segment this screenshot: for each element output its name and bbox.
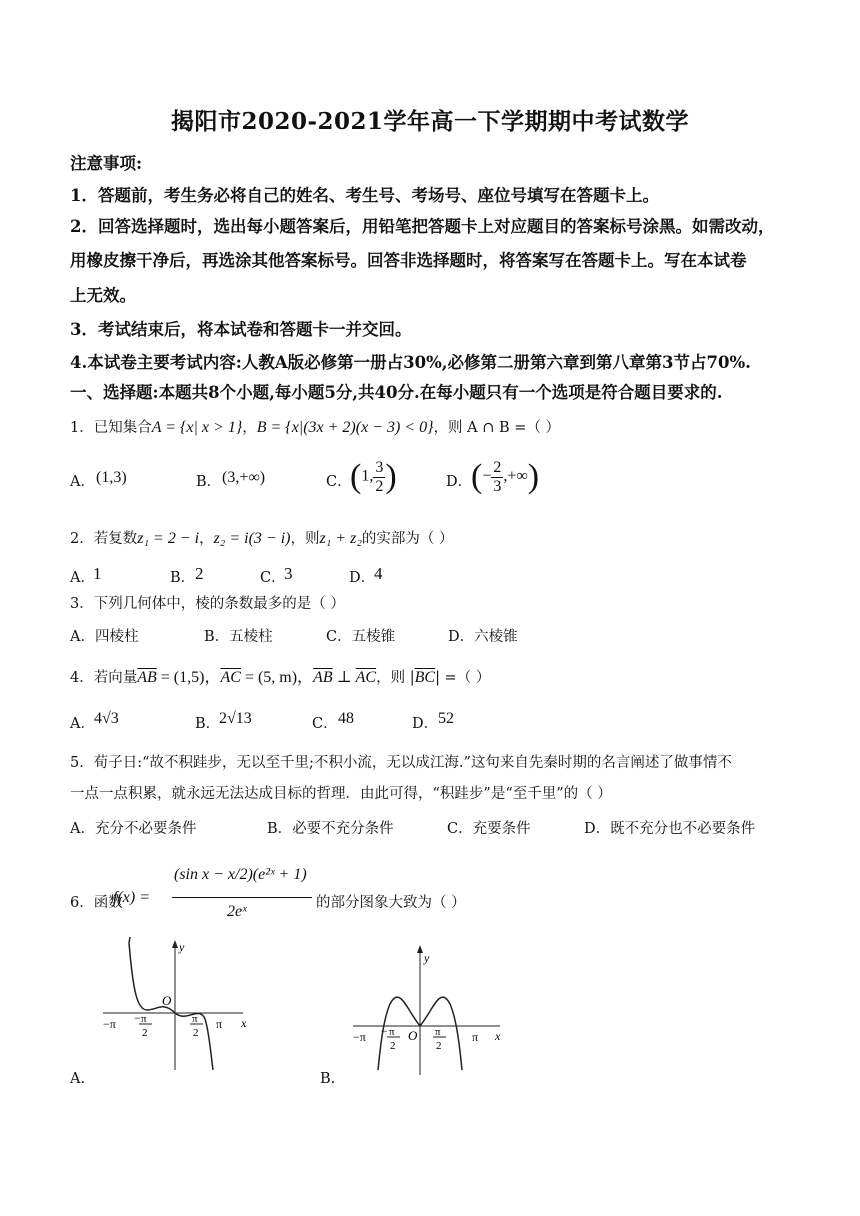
q2-option-b: 2 [195, 564, 204, 583]
q1-option-d-label: D． [446, 474, 473, 490]
question-5-line-2: 一点一点积累，就永远无法达成目标的哲理．由此可得，“积跬步”是“至千里”的（ ） [70, 786, 612, 802]
q3-option-c: C．五棱锥 [326, 629, 396, 645]
q5-option-a: A．充分不必要条件 [70, 821, 197, 837]
q3-option-b: B．五棱柱 [204, 629, 273, 645]
svg-text:x: x [241, 1016, 247, 1030]
q1-option-a: (1,3) [96, 469, 127, 486]
svg-text:π: π [141, 1013, 147, 1025]
notice-item-2-line-1: 2．回答选择题时，选出每小题答案后，用铅笔把答题卡上对应题目的答案标号涂黑。如需改动， [70, 217, 775, 236]
q1-suffix: ，则 A ∩ B =（ ） [433, 420, 560, 436]
q1-sep: ， [242, 420, 257, 436]
q4-vector-ab: $\overline{AB}$ [137, 669, 157, 686]
svg-text:2: 2 [193, 1027, 199, 1039]
notice-item-4: 4.本试卷主要考试内容:人教A版必修第一册占30%,必修第二册第六章到第八章第3节占70%. [70, 353, 751, 372]
q2-sum: z₁ + z₂ [319, 530, 362, 547]
svg-text:O: O [408, 1028, 418, 1043]
section-heading: 一、选择题:本题共8个小题,每小题5分,共40分.在每小题只有一个选项是符合题目要求的. [70, 383, 723, 402]
svg-text:π: π [472, 1030, 479, 1044]
q4-option-c: 48 [338, 710, 354, 727]
q4-vector-bc: $\overline{BC}$ [414, 669, 436, 686]
graph-a-label: A. [70, 1071, 86, 1087]
q5-option-c: C．充要条件 [447, 821, 531, 837]
q2-z2: z₂ = i(3 − i) [213, 530, 291, 547]
svg-text:−: − [134, 1011, 141, 1025]
q4-option-d: 52 [438, 710, 454, 727]
q4-option-b: 2√13 [219, 710, 252, 727]
question-1 [70, 416, 560, 437]
svg-text:x: x [495, 1029, 501, 1043]
q2-option-a: 1 [93, 564, 102, 583]
q1-option-a-label: A． [70, 474, 95, 490]
notice-heading: 注意事项: [70, 154, 143, 173]
svg-text:π: π [389, 1026, 395, 1038]
svg-text:−π: −π [103, 1017, 116, 1031]
q3-option-a: A．四棱柱 [70, 629, 139, 645]
svg-text:y: y [179, 940, 185, 954]
q6-denominator: 2eˣ [227, 903, 247, 920]
q1-option-d: (− $\frac{2}{3}$ ,+∞) [471, 458, 540, 495]
svg-text:O: O [162, 993, 172, 1008]
q1-set-b: B = {x|(3x + 2)(x − 3) < 0} [256, 419, 434, 436]
svg-text:2: 2 [436, 1040, 442, 1052]
question-3: 3．下列几何体中，棱的条数最多的是（ ） [70, 596, 345, 612]
question-5-line-1: 5．荀子日:“故不积跬步，无以至千里;不积小流，无以成江海.”这句来自先秦时期的名言阐述了做事情不 [70, 755, 732, 771]
svg-text:2: 2 [390, 1040, 396, 1052]
q2-option-d: 4 [374, 564, 383, 583]
notice-item-3: 3．考试结束后，将本试卷和答题卡一并交回。 [70, 320, 412, 339]
notice-item-1: 1．答题前，考生务必将自己的姓名、考生号、考场号、座位号填写在答题卡上。 [70, 186, 659, 205]
q3-option-d: D．六棱锥 [448, 629, 518, 645]
q6-numerator: (sin x − x/2)(e²ˣ + 1) [174, 866, 307, 883]
q4-vector-ac: $\overline{AC}$ [220, 669, 241, 686]
question-4: 4．若向量$\overline{AB} = (1,5)$，$\overline{AC} = (5$, m)，$\overline{AB}$ ⊥ $\overline{AC}$，则 $|\overline{BC}|$ =（ ） [70, 669, 491, 686]
q1-prefix: 1．已知集合 [70, 420, 152, 436]
q5-option-b: B．必要不充分条件 [267, 821, 394, 837]
q1-option-c: (1, $\frac{3}{2}$ ) [350, 458, 397, 495]
graph-b-label: B. [320, 1071, 336, 1087]
notice-item-2-line-2: 用橡皮擦干净后，再选涂其他答案标号。回答非选择题时，将答案写在答题卡上。写在本试卷 [70, 251, 747, 270]
q1-option-b: (3,+∞) [222, 469, 266, 486]
svg-text:2: 2 [142, 1027, 148, 1039]
q5-option-d: D．既不充分也不必要条件 [584, 821, 756, 837]
q4-option-a: 4√3 [94, 710, 119, 727]
q1-option-c-label: C． [326, 474, 352, 490]
svg-text:y: y [424, 951, 430, 965]
q6-function-name: f(x) = [113, 889, 150, 906]
q1-option-b-label: B． [196, 474, 222, 490]
page-title: 揭阳市2020-2021学年高一下学期期中考试数学 [170, 108, 690, 135]
svg-text:π: π [435, 1026, 441, 1038]
q1-set-a: A = {x| x > 1} [151, 419, 243, 436]
svg-text:π: π [216, 1017, 223, 1031]
graph-option-a [95, 935, 255, 1075]
q2-z1: z₁ = 2 − i [137, 530, 200, 547]
question-2: 2．若复数z₁ = 2 − i，z₂ = i(3 − i)，则z₁ + z₂的实部为（ ） [70, 530, 454, 547]
svg-text:−: − [381, 1024, 388, 1038]
svg-text:π: π [192, 1013, 198, 1025]
q2-option-c: 3 [284, 564, 293, 583]
graph-option-b [345, 940, 510, 1080]
notice-item-2-line-3: 上无效。 [70, 286, 136, 305]
svg-text:−π: −π [353, 1030, 366, 1044]
